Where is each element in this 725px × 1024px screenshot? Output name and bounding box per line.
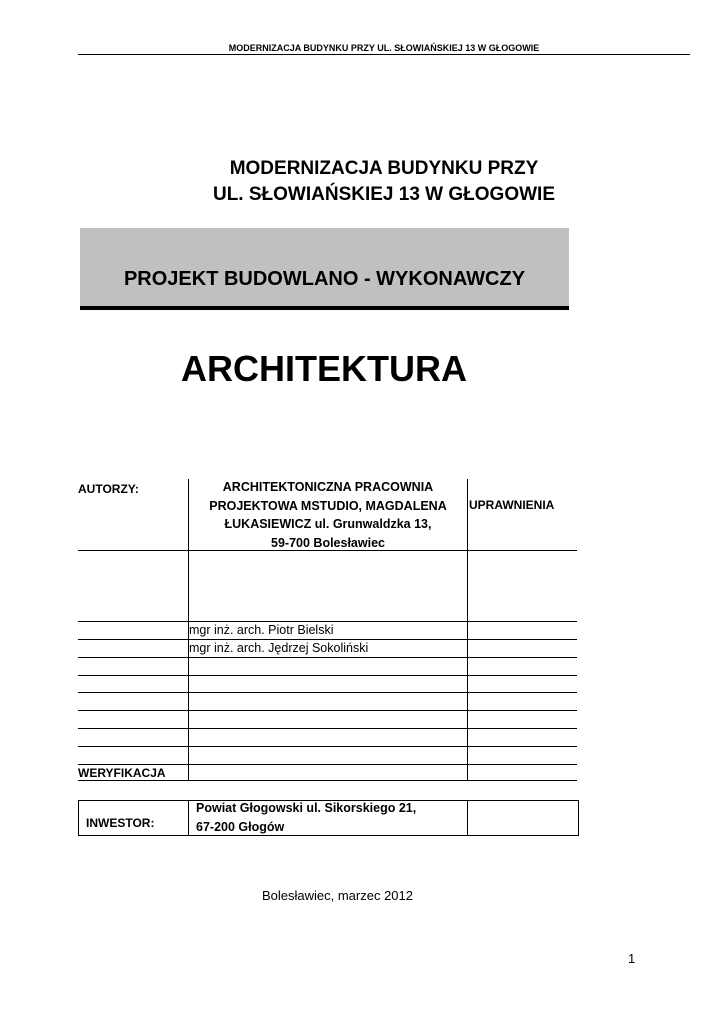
author-name: mgr inż. arch. Jędrzej Sokoliński <box>189 641 369 655</box>
table-rule <box>78 657 577 658</box>
author-name: mgr inż. arch. Piotr Bielski <box>189 623 334 637</box>
table-rule <box>78 639 577 640</box>
design-office-line-1: ARCHITEKTONICZNA PRACOWNIA <box>222 480 434 494</box>
investor-line-2: 67-200 Głogów <box>196 820 285 834</box>
investor-border-right <box>578 800 579 835</box>
investor-divider-1 <box>188 800 189 835</box>
page-number: 1 <box>628 951 636 966</box>
authors-label: AUTORZY: <box>78 482 139 496</box>
table-rule <box>78 780 577 781</box>
header-rule <box>78 54 690 55</box>
permissions-label: UPRAWNIENIA <box>469 498 555 512</box>
title-line-2: UL. SŁOWIAŃSKIEJ 13 W GŁOGOWIE <box>212 184 556 205</box>
place-date: Bolesławiec, marzec 2012 <box>261 888 414 903</box>
discipline-heading: ARCHITEKTURA <box>181 348 467 389</box>
design-office-line-2: PROJEKTOWA MSTUDIO, MAGDALENA <box>209 498 447 513</box>
table-rule <box>78 746 577 747</box>
table-rule <box>78 621 577 622</box>
project-type: PROJEKT BUDOWLANO - WYKONAWCZY <box>123 268 526 290</box>
design-office-line-4: 59-700 Bolesławiec <box>271 535 385 550</box>
design-office-line-3: ŁUKASIEWICZ ul. Grunwaldzka 13, <box>224 517 432 531</box>
verification-label: WERYFIKACJA <box>78 766 166 780</box>
table-rule <box>78 550 577 551</box>
investor-details <box>196 799 462 837</box>
running-header: MODERNIZACJA BUDYNKU PRZY UL. SŁOWIAŃSKIEJ 13 W GŁOGOWIE <box>228 43 540 53</box>
table-rule <box>78 764 577 765</box>
table-rule <box>78 728 577 729</box>
investor-divider-2 <box>467 800 468 835</box>
investor-line-1: Powiat Głogowski ul. Sikorskiego 21, <box>196 801 417 815</box>
title-line-1: MODERNIZACJA BUDYNKU PRZY <box>229 158 539 179</box>
table-rule <box>78 692 577 693</box>
investor-border-left <box>78 800 79 835</box>
project-type-banner <box>80 228 569 310</box>
table-divider-right <box>467 479 468 780</box>
table-rule <box>78 675 577 676</box>
design-office <box>190 478 466 552</box>
table-rule <box>78 710 577 711</box>
investor-label: INWESTOR: <box>86 816 155 830</box>
